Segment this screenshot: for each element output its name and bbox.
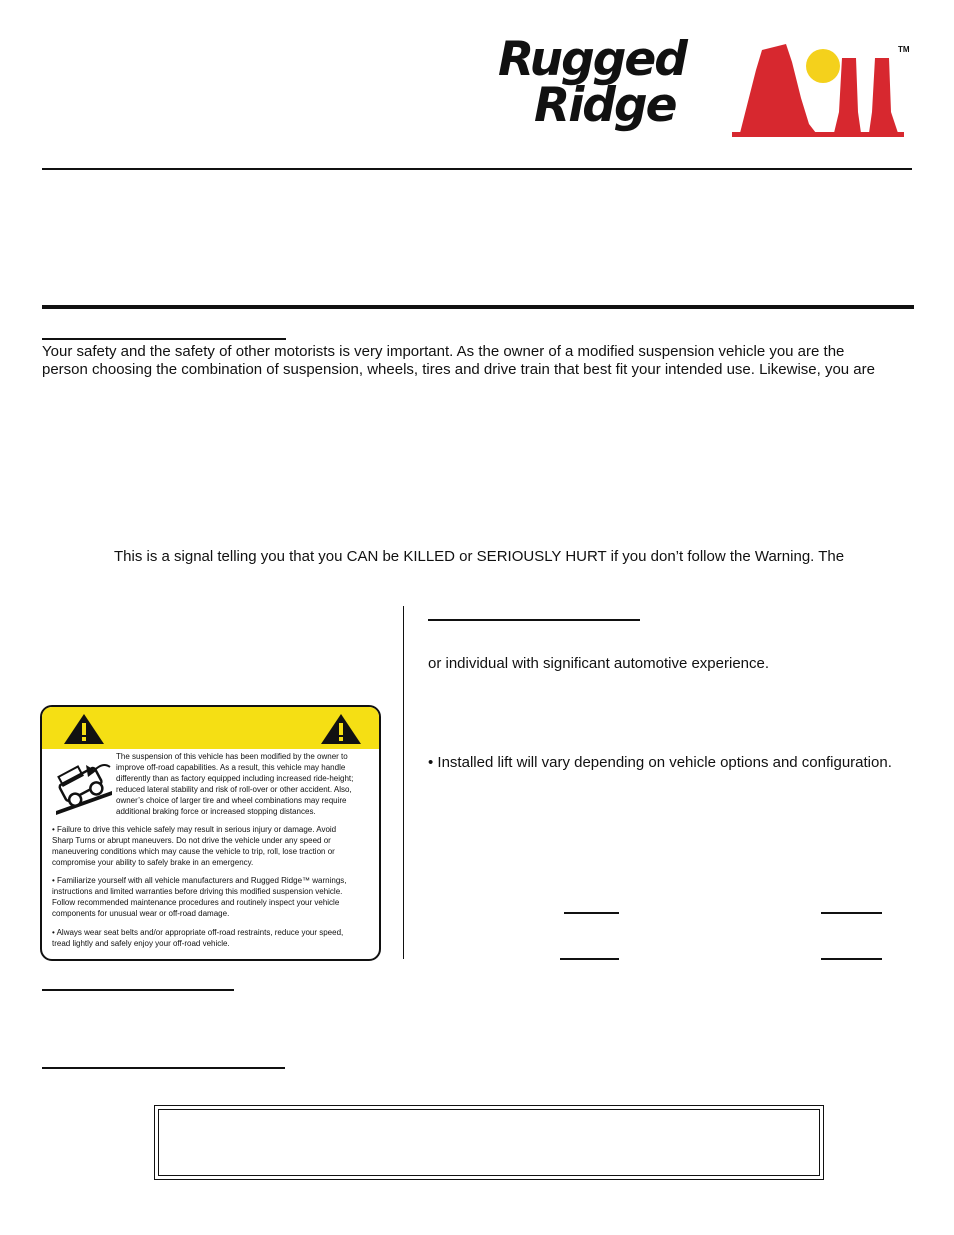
warning-label-header — [42, 707, 379, 749]
section-underline-lower-1 — [42, 989, 234, 991]
blank-line — [821, 958, 882, 960]
warning-line: compromise your ability to safely brake in an emergency. — [52, 858, 254, 867]
warning-line: • Failure to drive this vehicle safely may result in serious injury or damage. Avoid — [52, 825, 337, 834]
right-line-1: or individual with significant automotive experience. — [428, 655, 770, 672]
warning-bullet-3 — [52, 927, 343, 949]
blank-line — [821, 912, 882, 914]
warning-line: Follow recommended maintenance procedures and routinely inspect your vehicle — [52, 898, 340, 907]
intro-line-2: person choosing the combination of suspension, wheels, tires and drive train that best fit your intended use. Likewise, you are — [42, 361, 875, 378]
warning-line: components for unusual wear or off-road damage. — [52, 909, 230, 918]
warning-line: maneuvering conditions which may cause the vehicle to trip, roll, lose traction or — [52, 847, 335, 856]
right-line-2: • Installed lift will vary depending on vehicle options and configuration. — [428, 754, 892, 771]
notice-box — [154, 1105, 824, 1180]
warning-line: instructions and limited warranties before driving this modified suspension vehicle. — [52, 887, 343, 896]
section-underline-right — [428, 619, 640, 621]
logo-wordmark-line2: Ridge — [534, 78, 676, 133]
warning-line: differently than as factory equipped including increased ride-height; — [116, 774, 354, 783]
section-underline-lower-2 — [42, 1067, 285, 1069]
blank-line — [560, 958, 619, 960]
notice-box-inner — [158, 1109, 820, 1176]
rugged-ridge-logo — [494, 32, 914, 145]
warning-bullet-2 — [52, 875, 347, 919]
header-rule-thick — [42, 305, 914, 309]
warning-triangle-icon — [320, 713, 362, 745]
warning-line: owner’s choice of larger tire and wheel combinations may require — [116, 796, 347, 805]
column-divider — [403, 606, 404, 959]
warning-line: The suspension of this vehicle has been modified by the owner to — [116, 752, 348, 761]
warning-line: • Familiarize yourself with all vehicle manufacturers and Rugged Ridge™ warnings, — [52, 876, 347, 885]
warning-line: additional braking force or increased stopping distances. — [116, 807, 316, 816]
warning-triangle-icon — [63, 713, 105, 745]
warning-line: • Always wear seat belts and/or appropriate off-road restraints, reduce your speed, — [52, 928, 344, 937]
warning-bullet-1 — [52, 824, 336, 868]
warning-paragraph-1 — [116, 751, 353, 817]
warning-line: Sharp Turns or abrupt maneuvers. Do not drive the vehicle under any speed or — [52, 836, 331, 845]
signal-text: This is a signal telling you that you CAN be KILLED or SERIOUSLY HURT if you don’t follow the Warning. The — [114, 548, 845, 565]
trademark-mark: TM — [898, 45, 910, 54]
blank-line — [564, 912, 619, 914]
warning-line: tread lightly and safely enjoy your off-road vehicle. — [52, 939, 230, 948]
rollover-vehicle-icon — [52, 751, 118, 817]
section-underline-intro — [42, 338, 286, 340]
warning-line: improve off-road capabilities. As a result, this vehicle may handle — [116, 763, 346, 772]
header-rule-top — [42, 168, 912, 170]
intro-line-1: Your safety and the safety of other motorists is very important. As the owner of a modified suspension vehicle you are the — [42, 343, 845, 360]
logo-wordmark-line1: Rugged — [498, 32, 686, 87]
warning-line: reduced lateral stability and risk of roll-over or other accident. Also, — [116, 785, 352, 794]
warning-label — [40, 705, 381, 961]
